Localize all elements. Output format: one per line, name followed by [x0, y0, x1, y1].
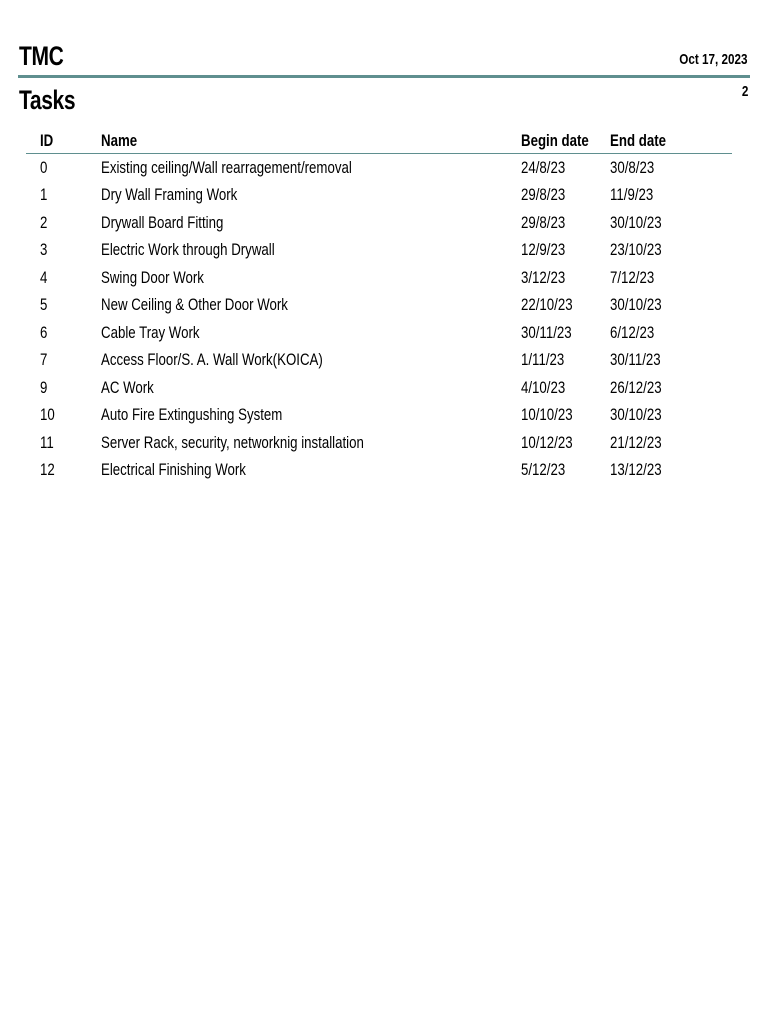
task-begin-cell [521, 154, 610, 182]
column-header-id-text: ID [40, 130, 54, 150]
table-header-row [26, 128, 732, 154]
report-date [660, 50, 748, 70]
task-end-date: 30/10/23 [610, 212, 662, 232]
page-number [740, 82, 748, 102]
task-end-cell [610, 292, 732, 320]
table-row [26, 347, 732, 375]
column-header-end-date-text: End date [610, 130, 667, 150]
task-id-cell [26, 347, 101, 375]
column-header-begin-date [521, 128, 610, 154]
task-end-date: 30/10/23 [610, 405, 662, 425]
task-name-cell [101, 402, 521, 430]
task-end-cell [610, 319, 732, 347]
task-begin-cell [521, 237, 610, 265]
task-end-cell [610, 209, 732, 237]
task-begin-date: 22/10/23 [521, 295, 573, 315]
task-name-cell [101, 429, 521, 457]
task-end-date: 21/12/23 [610, 432, 662, 452]
task-end-date: 11/9/23 [610, 185, 654, 205]
task-name: Electric Work through Drywall [101, 240, 275, 260]
task-name-cell [101, 237, 521, 265]
task-name: Electrical Finishing Work [101, 460, 246, 480]
task-name: New Ceiling & Other Door Work [101, 295, 288, 315]
task-begin-date: 4/10/23 [521, 377, 566, 397]
task-name-cell [101, 209, 521, 237]
task-begin-date: 10/10/23 [521, 405, 573, 425]
task-id-cell [26, 182, 101, 210]
task-id: 2 [40, 212, 48, 232]
task-name: Existing ceiling/Wall rearragement/removal [101, 157, 352, 177]
task-begin-date: 29/8/23 [521, 185, 566, 205]
task-end-cell [610, 457, 732, 485]
column-header-name-text: Name [101, 130, 138, 150]
task-id: 12 [40, 460, 55, 480]
task-id: 0 [40, 157, 48, 177]
header-divider [18, 75, 750, 78]
task-name-cell [101, 319, 521, 347]
task-id-cell [26, 154, 101, 182]
task-name: Cable Tray Work [101, 322, 200, 342]
table-row [26, 457, 732, 485]
task-name-cell [101, 374, 521, 402]
task-end-cell [610, 429, 732, 457]
task-begin-date: 12/9/23 [521, 240, 566, 260]
task-id: 1 [40, 185, 48, 205]
task-begin-cell [521, 264, 610, 292]
task-begin-date: 1/11/23 [521, 350, 565, 370]
task-id-cell [26, 292, 101, 320]
task-begin-date: 5/12/23 [521, 460, 566, 480]
task-end-cell [610, 154, 732, 182]
company-name-text: TMC [19, 41, 64, 71]
task-end-date: 23/10/23 [610, 240, 662, 260]
task-end-cell [610, 237, 732, 265]
task-name: Swing Door Work [101, 267, 204, 287]
task-name-cell [101, 347, 521, 375]
task-name: Auto Fire Extingushing System [101, 405, 283, 425]
task-id: 9 [40, 377, 48, 397]
table-row [26, 209, 732, 237]
task-id: 3 [40, 240, 48, 260]
task-end-date: 26/12/23 [610, 377, 662, 397]
column-header-id [26, 128, 101, 154]
task-id-cell [26, 457, 101, 485]
task-name: Drywall Board Fitting [101, 212, 224, 232]
table-row [26, 402, 732, 430]
section-title [19, 84, 91, 116]
task-id-cell [26, 374, 101, 402]
task-end-cell [610, 347, 732, 375]
company-name [19, 40, 76, 72]
task-id: 4 [40, 267, 48, 287]
task-name-cell [101, 154, 521, 182]
section-title-text: Tasks [19, 85, 76, 115]
task-begin-cell [521, 292, 610, 320]
task-name: Server Rack, security, networknig installation [101, 432, 364, 452]
task-begin-cell [521, 209, 610, 237]
task-id: 10 [40, 405, 55, 425]
table-row [26, 154, 732, 182]
column-header-name [101, 128, 521, 154]
task-end-date: 30/11/23 [610, 350, 661, 370]
table-row [26, 264, 732, 292]
table-row [26, 374, 732, 402]
task-begin-cell [521, 319, 610, 347]
task-begin-cell [521, 374, 610, 402]
task-end-cell [610, 264, 732, 292]
page-number-text: 2 [741, 83, 748, 100]
task-id-cell [26, 319, 101, 347]
task-begin-cell [521, 457, 610, 485]
task-end-date: 6/12/23 [610, 322, 655, 342]
task-name-cell [101, 457, 521, 485]
task-begin-cell [521, 347, 610, 375]
task-begin-date: 30/11/23 [521, 322, 572, 342]
task-id-cell [26, 402, 101, 430]
task-begin-cell [521, 429, 610, 457]
task-id: 5 [40, 295, 48, 315]
task-name: AC Work [101, 377, 154, 397]
table-row [26, 237, 732, 265]
task-id: 6 [40, 322, 48, 342]
column-header-begin-date-text: Begin date [521, 130, 589, 150]
column-header-end-date [610, 128, 732, 154]
table-row [26, 182, 732, 210]
task-id: 7 [40, 350, 48, 370]
task-id-cell [26, 209, 101, 237]
table-row [26, 319, 732, 347]
task-end-date: 30/8/23 [610, 157, 655, 177]
task-name: Access Floor/S. A. Wall Work(KOICA) [101, 350, 323, 370]
report-date-text: Oct 17, 2023 [679, 51, 748, 68]
task-end-date: 30/10/23 [610, 295, 662, 315]
task-id-cell [26, 237, 101, 265]
task-end-cell [610, 182, 732, 210]
task-begin-date: 29/8/23 [521, 212, 566, 232]
task-name-cell [101, 264, 521, 292]
task-begin-date: 10/12/23 [521, 432, 573, 452]
table-row [26, 429, 732, 457]
task-name: Dry Wall Framing Work [101, 185, 238, 205]
task-end-date: 7/12/23 [610, 267, 655, 287]
task-name-cell [101, 292, 521, 320]
task-begin-date: 3/12/23 [521, 267, 566, 287]
task-id: 11 [40, 432, 54, 452]
task-id-cell [26, 264, 101, 292]
table-row [26, 292, 732, 320]
task-name-cell [101, 182, 521, 210]
tasks-table [26, 128, 732, 484]
task-end-date: 13/12/23 [610, 460, 662, 480]
task-begin-cell [521, 182, 610, 210]
task-end-cell [610, 374, 732, 402]
task-begin-date: 24/8/23 [521, 157, 566, 177]
task-id-cell [26, 429, 101, 457]
task-end-cell [610, 402, 732, 430]
task-begin-cell [521, 402, 610, 430]
